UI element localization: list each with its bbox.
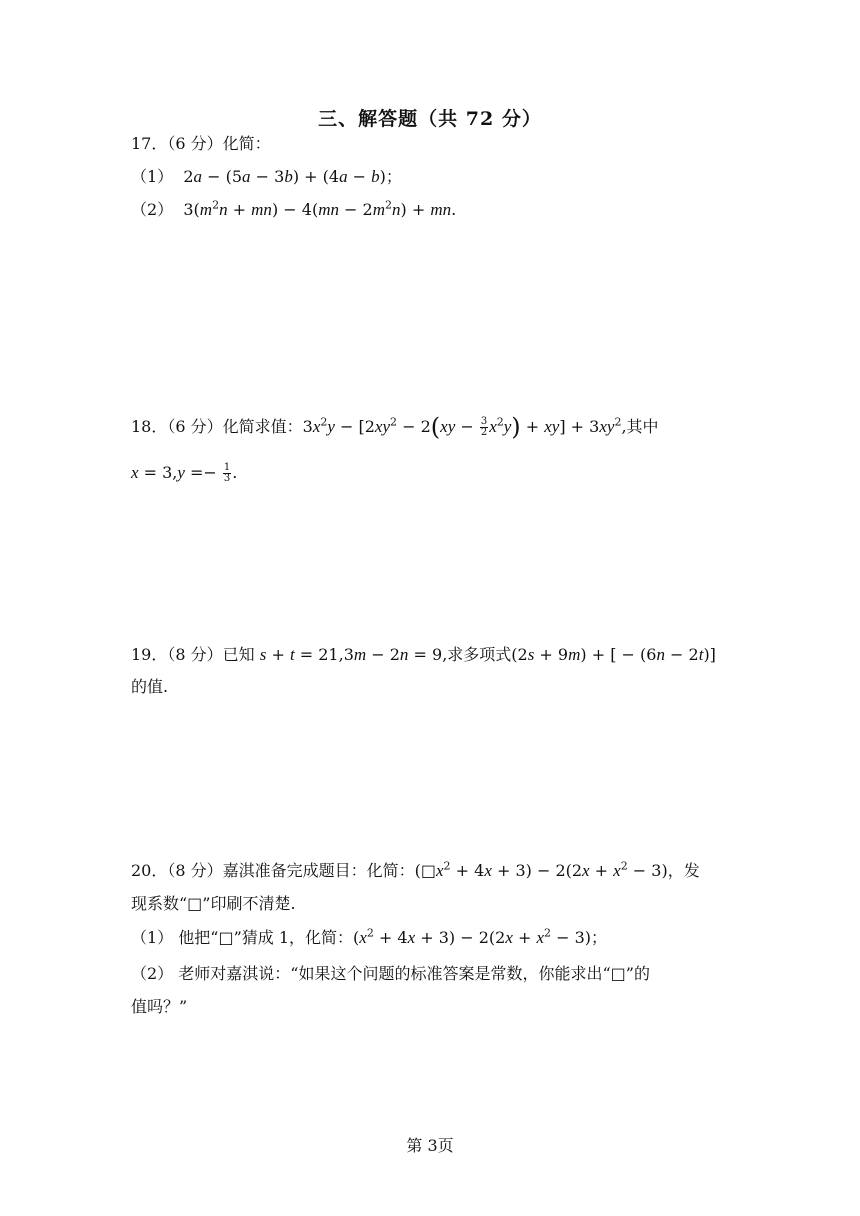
page-number: 第 3页 [406, 1136, 454, 1155]
q17-part1-expression: 2a − (5a − 3b) + (4a − b)； [178, 167, 402, 186]
q17-part1 [131, 166, 402, 188]
section-title: 三、解答题（共 72 分） [318, 108, 542, 130]
q20-line2: 现系数“□”印刷不清楚. [131, 894, 296, 913]
q19-condition: s + t = 21,3m − 2n = 9 [259, 645, 443, 664]
q18-line1 [131, 413, 659, 441]
q20-part1 [131, 927, 607, 949]
q17-part2 [131, 199, 456, 221]
q17-part1-label: （1） [131, 167, 174, 186]
q20-part2-label: （2） [131, 964, 174, 983]
q17-part2-label: （2） [131, 200, 174, 219]
q19-heading: 19．（8 分）已知 [131, 645, 255, 664]
q20-part1-expression: $(x^2 + 4x + 3) - 2(2x + x^2 - 3)$； [353, 926, 608, 947]
q18-line2 [131, 462, 237, 484]
q20-part1-label: （1） [131, 928, 174, 947]
q20-tail: ，发 [667, 861, 700, 880]
q18-heading: 18．（6 分）化简求值： [131, 417, 303, 436]
q19-polynomial: (2s + 9m) + [ − (6n − 2t)] [511, 645, 716, 664]
q20-part2 [131, 963, 650, 985]
q20-heading: 20．（8 分）嘉淇准备完成题目：化简： [131, 861, 415, 880]
q18-expression: $3x^2y - [2xy^2 - 2(xy$ − $\frac{3}{2}$ $x^2y) + xy] + 3xy^2$ [302, 413, 622, 441]
q17-part2-expression: $3(m^2n + mn) - 4(mn - 2m^2n)$ + mn. [178, 198, 457, 219]
q20-part2-text: 老师对嘉淇说：“如果这个问题的标准答案是常数，你能求出“□”的 [178, 964, 650, 983]
q17-heading: 17．（6 分）化简： [131, 134, 271, 153]
q18-values: x = 3,y =− $\frac{1}{3}$ . [131, 462, 238, 484]
q20-part2-line2: 值吗？” [131, 997, 188, 1016]
q19-mid: ,求多项式 [442, 645, 512, 664]
q20-line1 [131, 860, 700, 882]
q20-part1-text: 他把“□”猜成 1，化简： [178, 928, 354, 947]
q19-line1 [131, 644, 716, 666]
q20-expression: $(□x^2 + 4x + 3) - 2(2x + x^2 - 3)$ [414, 859, 668, 880]
q19-line2: 的值. [131, 677, 169, 696]
q18-tail: ,其中 [621, 417, 659, 436]
